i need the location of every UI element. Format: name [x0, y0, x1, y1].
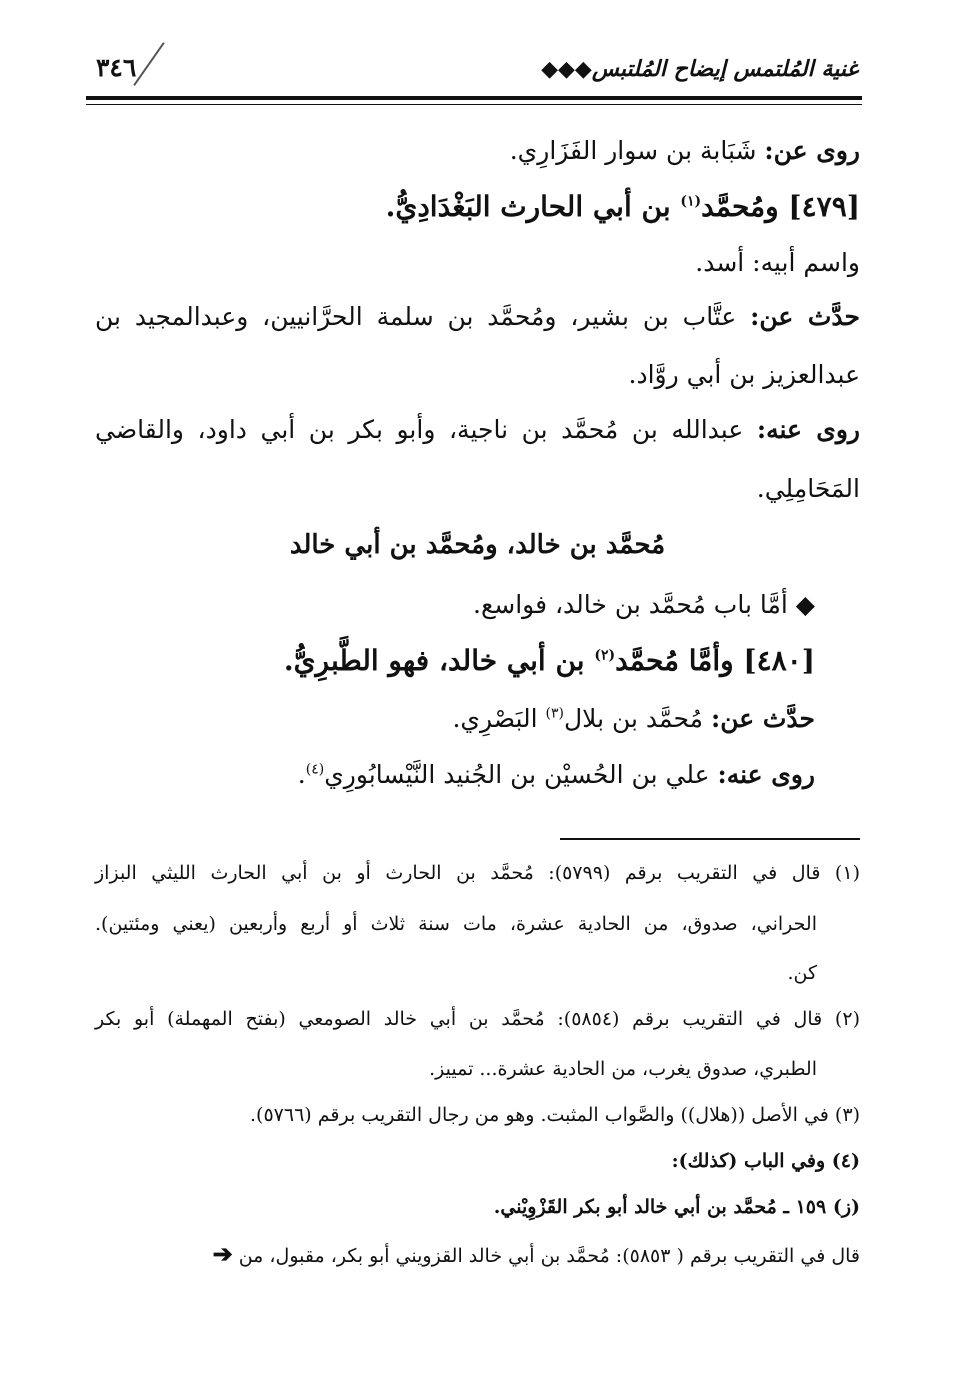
continued-arrow-icon: ➔: [212, 1239, 233, 1268]
page-number: ٣٤٦: [96, 53, 137, 82]
footnote-3: (٣) في الأصل ((هلال)) والصَّواب المثبت. وهو من رجال التقريب برقم (٥٧٦٦).: [250, 1104, 860, 1126]
narrated-from-line-3: [452, 704, 815, 734]
entry-480-heading: [284, 644, 815, 678]
running-title: غنية المُلتمس إيضاح المُلتبس◆◆◆: [541, 56, 858, 82]
text: علي بن الحُسيْن بن الجُنيد النَّيْسابُورِي: [324, 760, 710, 789]
text: عتَّاب بن بشير، ومُحمَّد بن سلمة الحرَّانيين، وعبدالمجيد بن: [95, 302, 737, 331]
label-rawa-anhu: روى عنه:: [717, 760, 815, 789]
header-rule-thin: [86, 104, 862, 105]
text: البَصْرِي.: [452, 704, 538, 733]
narrated-from-line-2: [95, 302, 860, 332]
label-haddath-an: حدَّث عن:: [750, 302, 860, 331]
footnote-4-line-1: (٤) وفي الباب (كذلك):: [671, 1150, 860, 1172]
bullet-line: ◆ أمَّا باب مُحمَّد بن خالد، فواسع.: [473, 590, 815, 619]
text: مُحمَّد بن بلال: [564, 704, 704, 733]
text: شَبَابة بن سوار الفَزَارِي.: [509, 136, 757, 165]
footnote-separator: [560, 838, 860, 840]
footnote-1-line-2: الحراني، صدوق، من الحادية عشرة، مات سنة ثلاث أو أربع وأربعين (يعني ومئتين).: [95, 913, 817, 935]
footnote-ref-3[interactable]: (٣): [545, 705, 565, 722]
narrated-by-line-2: [298, 760, 815, 790]
footnote-ref-2[interactable]: (٢): [594, 647, 616, 664]
father-name-line: واسم أبيه: أسد.: [695, 248, 860, 277]
section-title: مُحمَّد بن خالد، ومُحمَّد بن أبي خالد: [289, 530, 666, 560]
footnote-ref-4[interactable]: (٤): [305, 761, 325, 778]
continuation-line-2: المَحَامِلِي.: [756, 474, 860, 503]
header-rule-thick: [86, 96, 862, 100]
entry-479-name: [٤٧٩] ومُحمَّد: [701, 190, 860, 223]
continuation-line: عبدالعزيز بن أبي روَّاد.: [628, 360, 860, 389]
label-rawa-anhu: روى عنه:: [756, 415, 861, 444]
footnote-1-line-3: كن.: [787, 962, 817, 984]
footnote-1-line-1: (١) قال في التقريب برقم (٥٧٩٩): مُحمَّد بن الحارث أو بن أبي الحارث الليثي البزاز: [95, 862, 860, 884]
entry-479-rest: بن أبي الحارث البَغْدَادِيُّ.: [385, 190, 671, 223]
footnote-4-line-3: [213, 1240, 860, 1269]
label-rawa-an: روى عن:: [764, 136, 860, 165]
footnote-4-line-2: (ز) ١٥٩ ـ مُحمَّد بن أبي خالد أبو بكر القَزْوِيْني.: [493, 1196, 860, 1218]
entry-479-heading: [386, 190, 860, 224]
entry-480-name: [٤٨٠] وأمَّا مُحمَّد: [615, 644, 815, 677]
text: عبدالله بن مُحمَّد بن ناجية، وأبو بكر بن أبي داود، والقاضي: [95, 415, 744, 444]
header-slash-decoration: [133, 42, 164, 86]
narrated-from-line: [510, 136, 860, 166]
narrated-by-line: [95, 415, 860, 445]
footnote-2-line-2: الطبري، صدوق يغرب، من الحادية عشرة... تمييز.: [429, 1058, 817, 1080]
footnote-2-line-1: (٢) قال في التقريب برقم (٥٨٥٤): مُحمَّد بن أبي خالد الصومعي (بفتح المهملة) أبو بكر: [95, 1008, 860, 1030]
label-haddath-an: حدَّث عن:: [711, 704, 815, 733]
text: .: [297, 760, 306, 789]
footnote-ref-1[interactable]: (١): [680, 193, 702, 210]
entry-480-rest: بن أبي خالد، فهو الطَّبرِيُّ.: [283, 644, 585, 677]
text: قال في التقريب برقم ( ٥٨٥٣): مُحمَّد بن أبي خالد القزويني أبو بكر، مقبول، من: [238, 1245, 860, 1267]
